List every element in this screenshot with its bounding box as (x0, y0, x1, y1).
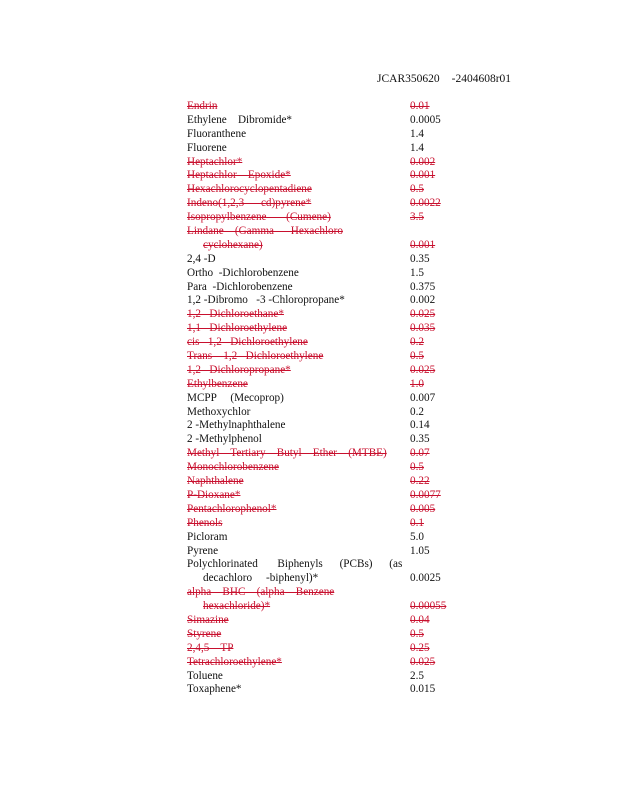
contaminant-name: Methoxychlor (187, 405, 251, 418)
table-row (187, 461, 452, 475)
contaminant-value: 0.22 (410, 475, 430, 488)
contaminant-value: 0.35 (410, 433, 430, 446)
table-row (187, 503, 452, 517)
table-row (187, 239, 452, 253)
table-row (187, 600, 452, 614)
contaminant-name: Styrene (187, 627, 222, 640)
table-row (187, 322, 452, 336)
contaminant-value: 0.2 (410, 405, 424, 418)
contaminant-value: 1.5 (410, 266, 424, 279)
table-row (187, 419, 452, 433)
contaminant-value: 0.002 (410, 155, 436, 168)
contaminant-value: 0.1 (410, 516, 424, 529)
table-row (187, 489, 452, 503)
contaminant-value: 0.0005 (410, 113, 441, 126)
contaminant-value: 0.5 (410, 350, 424, 363)
contaminant-name: 1,2 Dichloropropane* (187, 363, 291, 376)
table-row (187, 267, 452, 281)
contaminant-value: 2.5 (410, 669, 424, 682)
contaminant-name: Ortho -Dichlorobenzene (187, 266, 299, 279)
document-suffix: -2404608r01 (451, 73, 512, 85)
contaminant-name: Endrin (187, 100, 218, 112)
table-row (187, 253, 452, 267)
contaminant-name: Isopropylbenzene (Cumene) (187, 211, 331, 224)
contaminant-name: Toluene (187, 669, 223, 682)
table-row (187, 656, 452, 670)
table-row (187, 572, 452, 586)
contaminant-value: 0.35 (410, 252, 430, 265)
contaminant-value: 0.0022 (410, 197, 441, 210)
table-row (187, 156, 452, 170)
contaminant-value: 5.0 (410, 530, 424, 543)
contaminant-value: 0.005 (410, 502, 436, 515)
contaminant-value: 0.025 (410, 308, 436, 321)
contaminant-name: cis 1,2 Dichloroethylene (187, 336, 308, 349)
contaminant-value: 0.0077 (410, 488, 441, 501)
contaminant-value: 0.375 (410, 280, 436, 293)
table-row (187, 183, 452, 197)
document-id: JCAR350620 (377, 73, 440, 85)
contaminant-name: Naphthalene (187, 475, 244, 488)
table-row (187, 100, 452, 114)
table-row (187, 308, 452, 322)
table-row (187, 350, 452, 364)
contaminant-name: Hexachlorocyclopentadiene (187, 183, 312, 196)
contaminant-name: 1,1 Dichloroethylene (187, 322, 288, 335)
contaminant-name: alpha BHC (alpha Benzene (187, 586, 335, 599)
contaminant-value: 3.5 (410, 211, 424, 224)
contaminant-name: Polychlorinated Biphenyls (PCBs) (as (187, 558, 403, 571)
contaminant-name: 1,2 Dichloroethane* (187, 308, 284, 321)
table-row (187, 531, 452, 545)
contaminant-name: Monochlorobenzene (187, 461, 279, 474)
contaminant-name: 2,4 -D (187, 252, 216, 265)
table-row (187, 628, 452, 642)
contaminant-name: Ethylene Dibromide* (187, 113, 293, 126)
contaminant-value: 0.00055 (410, 600, 447, 613)
contaminant-value: 0.001 (410, 238, 436, 251)
contaminant-name: Trans 1,2 Dichloroethylene (187, 350, 324, 363)
contaminant-value: 0.07 (410, 447, 430, 460)
table-row (187, 642, 452, 656)
contaminant-name: Picloram (187, 530, 228, 543)
table-row (187, 336, 452, 350)
contaminant-value: 1.4 (410, 141, 424, 154)
contaminant-name: P-Dioxane* (187, 488, 241, 501)
table-row (187, 142, 452, 156)
contaminant-value: 0.035 (410, 322, 436, 335)
table-row (187, 378, 452, 392)
table-row (187, 670, 452, 684)
contaminant-name: Methyl Tertiary Butyl Ether (MTBE) (187, 447, 387, 460)
contaminant-name: Pyrene (187, 544, 219, 557)
table-row (187, 586, 452, 600)
contaminant-value: 0.14 (410, 419, 430, 432)
contaminant-name: Indeno(1,2,3 cd)pyrene* (187, 197, 312, 210)
table-row (187, 517, 452, 531)
contaminant-value: 0.025 (410, 655, 436, 668)
table-row (187, 545, 452, 559)
contaminant-name: Phenols (187, 516, 223, 529)
contaminant-value: 0.25 (410, 641, 430, 654)
table-row (187, 225, 452, 239)
contaminant-value: 1.05 (410, 544, 430, 557)
table-row (187, 197, 452, 211)
contaminant-value: 0.0025 (410, 572, 441, 585)
contaminant-name: Tetrachloroethylene* (187, 655, 282, 668)
table-row (187, 392, 452, 406)
table-row (187, 169, 452, 183)
contaminant-value: 1.4 (410, 127, 424, 140)
contaminant-name: 2,4,5 TP (187, 641, 234, 654)
contaminant-name: Ethylbenzene (187, 377, 248, 390)
contaminant-name: hexachloride)* (203, 600, 271, 613)
table-row (187, 406, 452, 420)
contaminant-name: cyclohexane) (203, 238, 263, 251)
contaminant-name: Heptachlor* (187, 155, 243, 168)
table-row (187, 558, 452, 572)
table-row (187, 281, 452, 295)
contaminant-value: 1.0 (410, 377, 424, 390)
table-row (187, 211, 452, 225)
contaminant-value: 0.5 (410, 183, 424, 196)
contaminant-value: 0.015 (410, 683, 436, 696)
document-header (377, 73, 511, 85)
contaminant-value: 0.2 (410, 336, 424, 349)
contaminant-name: Toxaphene* (187, 683, 242, 696)
contaminant-value: 0.01 (410, 100, 430, 112)
table-row (187, 433, 452, 447)
contaminant-name: Simazine (187, 613, 229, 626)
contaminant-value: 0.002 (410, 294, 436, 307)
table-row (187, 114, 452, 128)
contaminant-name: Fluoranthene (187, 127, 247, 140)
contaminant-name: MCPP (Mecoprop) (187, 391, 284, 404)
contaminant-name: 2 -Methylphenol (187, 433, 262, 446)
contaminant-name: Lindane (Gamma Hexachloro (187, 225, 343, 238)
contaminant-value: 0.04 (410, 613, 430, 626)
contaminant-name: 1,2 -Dibromo -3 -Chloropropane* (187, 294, 345, 307)
contaminant-name: 2 -Methylnaphthalene (187, 419, 286, 432)
table-row (187, 447, 452, 461)
contaminant-name: Pentachlorophenol* (187, 502, 277, 515)
contaminant-value: 0.5 (410, 627, 424, 640)
contaminant-value: 0.007 (410, 391, 436, 404)
contaminant-value: 0.001 (410, 169, 436, 182)
table-row (187, 294, 452, 308)
table-row (187, 364, 452, 378)
contaminant-name: Para -Dichlorobenzene (187, 280, 293, 293)
contaminant-name: decachloro -biphenyl)* (203, 572, 319, 585)
contaminant-name: Fluorene (187, 141, 227, 154)
contaminant-value: 0.5 (410, 461, 424, 474)
contaminant-name: Heptachlor Epoxide* (187, 169, 291, 182)
table-row (187, 475, 452, 489)
table-row (187, 614, 452, 628)
contaminant-value: 0.025 (410, 363, 436, 376)
contaminant-table (187, 100, 452, 697)
table-row (187, 683, 452, 697)
table-row (187, 128, 452, 142)
